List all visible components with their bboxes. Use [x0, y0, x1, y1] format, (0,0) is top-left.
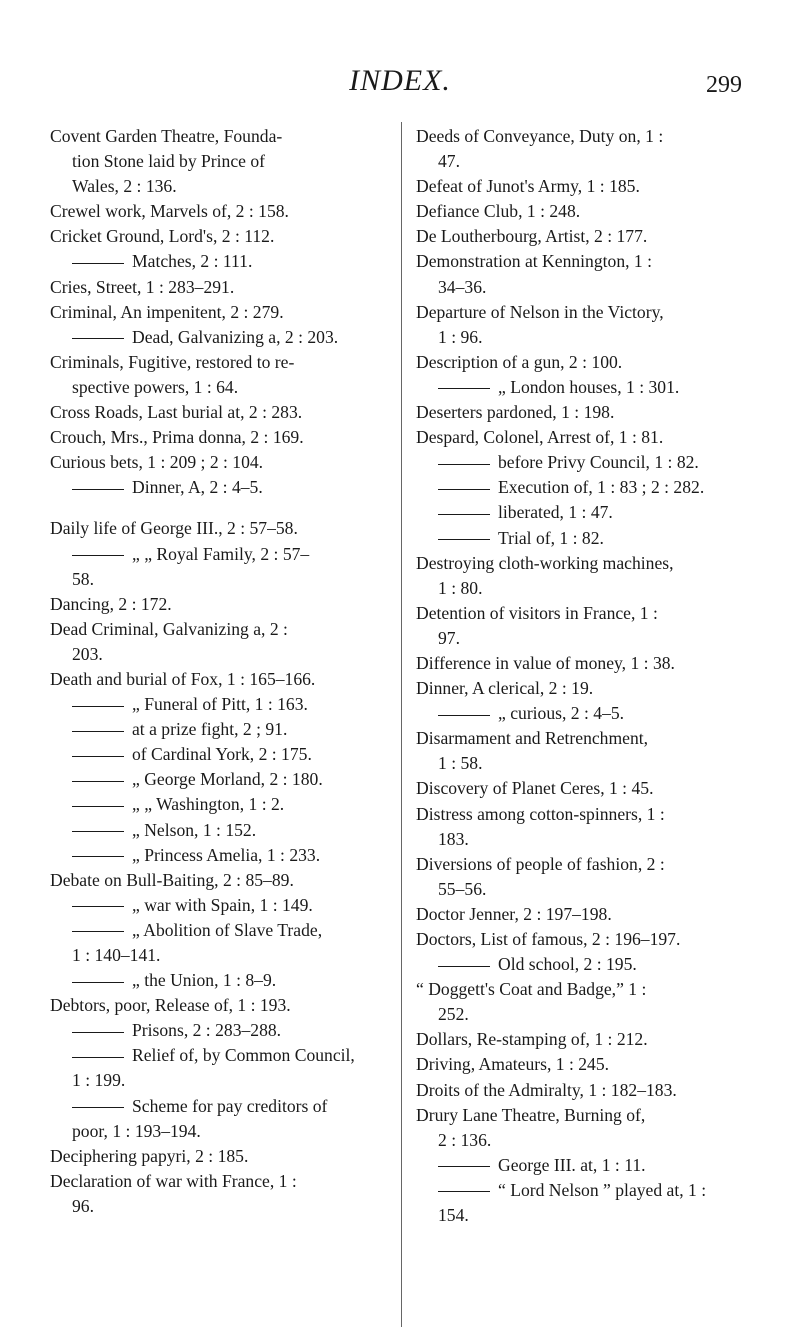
index-entry-continuation: 58.: [72, 568, 94, 589]
index-subentry: Trial of, 1 : 82.: [416, 526, 768, 551]
index-entry: Death and burial of Fox, 1 : 165–166.: [50, 668, 316, 689]
index-entry: Droits of the Admiralty, 1 : 182–183.: [416, 1079, 677, 1100]
ditto-dash: [438, 715, 490, 716]
index-column-right: [416, 124, 768, 1228]
ditto-dash: [438, 388, 490, 389]
ditto-dash: [72, 706, 124, 707]
index-subentry: „ Princess Amelia, 1 : 233.: [50, 843, 392, 868]
index-entry: Crouch, Mrs., Prima donna, 2 : 169.: [50, 427, 304, 448]
index-entry-continuation: poor, 1 : 193–194.: [72, 1120, 201, 1141]
index-entry: Criminal, An impenitent, 2 : 279.: [50, 301, 284, 322]
index-entry: Doctor Jenner, 2 : 197–198.: [416, 903, 612, 924]
index-subentry: Old school, 2 : 195.: [416, 952, 768, 977]
page-number: 299: [706, 72, 742, 98]
index-subentry: „ Nelson, 1 : 152.: [50, 818, 392, 843]
index-entry: Diversions of people of fashion, 2 :: [416, 853, 665, 874]
index-column-left: [50, 124, 392, 1219]
index-entry-continuation: 154.: [438, 1205, 469, 1226]
index-entry-continuation: 1 : 140–141.: [72, 945, 161, 965]
index-entry: Deeds of Conveyance, Duty on, 1 :: [416, 126, 664, 146]
index-entry-continuation: 252.: [438, 1004, 469, 1025]
index-subentry: Execution of, 1 : 83 ; 2 : 282.: [416, 475, 768, 500]
index-subentry: „ curious, 2 : 4–5.: [416, 701, 768, 726]
index-entry: Departure of Nelson in the Victory,: [416, 301, 664, 322]
ditto-dash: [438, 1166, 490, 1167]
index-entry: Cross Roads, Last burial at, 2 : 283.: [50, 402, 303, 423]
index-subentry: Dinner, A, 2 : 4–5.: [50, 475, 392, 500]
index-subentry: „ Funeral of Pitt, 1 : 163.: [50, 692, 392, 717]
ditto-dash: [72, 1032, 124, 1033]
index-entry-continuation: 2 : 136.: [438, 1129, 492, 1150]
index-entry: Destroying cloth-working machines,: [416, 552, 674, 573]
ditto-dash: [72, 906, 124, 907]
index-subentry: „ London houses, 1 : 301.: [416, 375, 768, 400]
index-entry-continuation: 1 : 96.: [438, 326, 483, 347]
index-entry: Defeat of Junot's Army, 1 : 185.: [416, 176, 640, 197]
index-subentry: Relief of, by Common Council,: [50, 1043, 392, 1068]
index-subentry: „ George Morland, 2 : 180.: [50, 767, 392, 792]
index-subentry: „ Abolition of Slave Trade,: [50, 918, 392, 943]
ditto-dash: [72, 1057, 124, 1058]
index-entry: Covent Garden Theatre, Founda-: [50, 126, 283, 146]
ditto-dash: [72, 1107, 124, 1108]
index-subentry: „ „ Royal Family, 2 : 57–: [50, 542, 392, 567]
ditto-dash: [72, 831, 124, 832]
index-entry: Distress among cotton-spinners, 1 :: [416, 803, 665, 824]
index-entry-continuation: 1 : 58.: [438, 753, 483, 774]
index-subentry: liberated, 1 : 47.: [416, 500, 768, 525]
ditto-dash: [72, 731, 124, 732]
index-entry: Curious bets, 1 : 209 ; 2 : 104.: [50, 452, 264, 473]
index-entry: Dead Criminal, Galvanizing a, 2 :: [50, 618, 288, 639]
index-subentry: „ „ Washington, 1 : 2.: [50, 792, 392, 817]
ditto-dash: [72, 338, 124, 339]
index-entry-continuation: 96.: [72, 1195, 94, 1216]
index-entry-continuation: tion Stone laid by Prince of: [72, 151, 266, 172]
ditto-dash: [72, 781, 124, 782]
index-entry: Declaration of war with France, 1 :: [50, 1170, 297, 1191]
ditto-dash: [438, 539, 490, 540]
index-subentry: Dead, Galvanizing a, 2 : 203.: [50, 325, 392, 350]
index-entry-continuation: 183.: [438, 828, 469, 849]
index-subentry: at a prize fight, 2 ; 91.: [50, 717, 392, 742]
index-entry: Drury Lane Theatre, Burning of,: [416, 1104, 646, 1125]
index-entry: Criminals, Fugitive, restored to re-: [50, 351, 295, 372]
ditto-dash: [438, 1191, 490, 1192]
index-subentry: „ the Union, 1 : 8–9.: [50, 968, 392, 993]
index-entry: Disarmament and Retrenchment,: [416, 728, 649, 749]
index-entry: Deserters pardoned, 1 : 198.: [416, 402, 615, 423]
index-subentry: Scheme for pay creditors of: [50, 1094, 392, 1119]
index-entry: Daily life of George III., 2 : 57–58.: [50, 518, 298, 539]
index-subentry: before Privy Council, 1 : 82.: [416, 450, 768, 475]
index-entry-continuation: 34–36.: [438, 276, 487, 297]
index-entry: Deciphering papyri, 2 : 185.: [50, 1145, 249, 1166]
index-entry: Cricket Ground, Lord's, 2 : 112.: [50, 226, 275, 247]
index-entry: Dinner, A clerical, 2 : 19.: [416, 678, 594, 699]
index-entry: Debate on Bull-Baiting, 2 : 85–89.: [50, 869, 294, 890]
index-entry-continuation: 1 : 199.: [72, 1070, 126, 1091]
index-entry: Description of a gun, 2 : 100.: [416, 351, 623, 372]
index-entry: Demonstration at Kennington, 1 :: [416, 251, 653, 272]
ditto-dash: [438, 489, 490, 490]
index-entry-continuation: spective powers, 1 : 64.: [72, 376, 239, 397]
index-subentry: of Cardinal York, 2 : 175.: [50, 742, 392, 767]
index-subentry: Matches, 2 : 111.: [50, 249, 392, 274]
ditto-dash: [72, 756, 124, 757]
ditto-dash: [72, 982, 124, 983]
ditto-dash: [438, 966, 490, 967]
section-gap: [50, 500, 392, 516]
ditto-dash: [72, 489, 124, 490]
ditto-dash: [438, 514, 490, 515]
index-entry: Cries, Street, 1 : 283–291.: [50, 276, 235, 297]
index-entry: Detention of visitors in France, 1 :: [416, 602, 658, 623]
column-divider: [401, 122, 402, 1327]
running-title: INDEX.: [349, 64, 451, 97]
index-subentry: “ Lord Nelson ” played at, 1 :: [416, 1178, 768, 1203]
index-entry: Difference in value of money, 1 : 38.: [416, 652, 675, 673]
ditto-dash: [72, 555, 124, 556]
index-entry-continuation: Wales, 2 : 136.: [72, 176, 177, 197]
ditto-dash: [72, 931, 124, 932]
index-entry: Dancing, 2 : 172.: [50, 593, 172, 614]
index-subentry: Prisons, 2 : 283–288.: [50, 1018, 392, 1043]
index-entry: Discovery of Planet Ceres, 1 : 45.: [416, 778, 654, 799]
index-subentry: George III. at, 1 : 11.: [416, 1153, 768, 1178]
index-subentry: „ war with Spain, 1 : 149.: [50, 893, 392, 918]
index-entry: Debtors, poor, Release of, 1 : 193.: [50, 995, 291, 1016]
index-entry: Defiance Club, 1 : 248.: [416, 201, 581, 222]
index-entry-continuation: 203.: [72, 643, 103, 664]
ditto-dash: [438, 464, 490, 465]
index-entry: Driving, Amateurs, 1 : 245.: [416, 1054, 610, 1075]
ditto-dash: [72, 806, 124, 807]
index-entry-continuation: 1 : 80.: [438, 577, 483, 598]
index-entry: Crewel work, Marvels of, 2 : 158.: [50, 201, 289, 222]
index-entry: Dollars, Re-stamping of, 1 : 212.: [416, 1029, 648, 1050]
index-entry: “ Doggett's Coat and Badge,” 1 :: [416, 979, 647, 1000]
ditto-dash: [72, 856, 124, 857]
index-entry-continuation: 97.: [438, 627, 460, 648]
index-entry: Doctors, List of famous, 2 : 196–197.: [416, 929, 681, 949]
index-entry-continuation: 47.: [438, 151, 460, 172]
index-entry: Despard, Colonel, Arrest of, 1 : 81.: [416, 427, 664, 448]
index-entry-continuation: 55–56.: [438, 878, 487, 899]
ditto-dash: [72, 263, 124, 264]
index-entry: De Loutherbourg, Artist, 2 : 177.: [416, 226, 648, 247]
